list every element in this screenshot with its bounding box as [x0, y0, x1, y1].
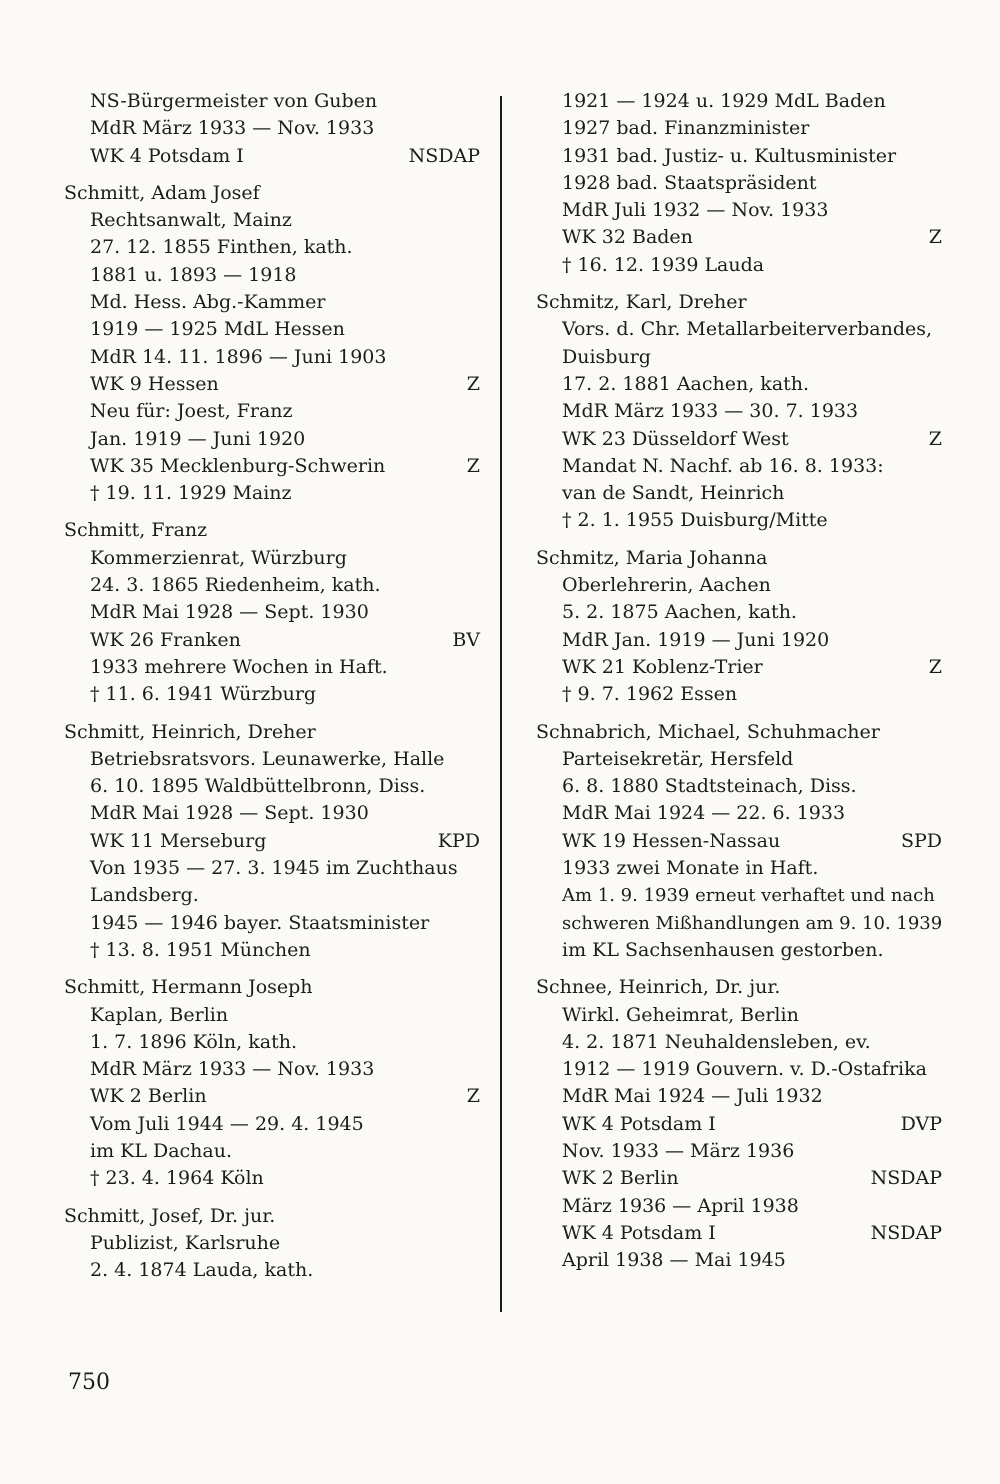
entry-gap [536, 279, 942, 289]
party-label: Z [466, 454, 480, 477]
entry-text-line [64, 453, 480, 480]
line-text: Duisburg [562, 345, 651, 368]
line-text: WK 2 Berlin [90, 1085, 207, 1108]
entry-text-line [64, 88, 480, 115]
entry-text-line [536, 882, 942, 909]
line-text: WK 23 Düsseldorf West [562, 427, 789, 450]
entry-text-line [536, 1165, 942, 1192]
entry-gap [536, 535, 942, 545]
line-text: WK 4 Potsdam I [90, 144, 244, 167]
line-text: Wirkl. Geheimrat, Berlin [562, 1003, 799, 1026]
entry-heading-line [64, 974, 480, 1001]
entry-text-line [64, 1138, 480, 1165]
entry-text-line [64, 545, 480, 572]
line-text: Schmitt, Heinrich, Dreher [64, 720, 316, 743]
party-label: Z [466, 372, 480, 395]
entry-text-line [64, 627, 480, 654]
entry-text-line [536, 115, 942, 142]
line-text: Schmitt, Adam Josef [64, 181, 260, 204]
line-text: 1912 — 1919 Gouvern. v. D.-Ostafrika [562, 1058, 927, 1081]
right-column [536, 88, 942, 1274]
line-text: Landsberg. [90, 884, 199, 907]
line-text: Schmitt, Franz [64, 519, 208, 542]
entry-gap [536, 709, 942, 719]
line-text: MdR März 1933 — 30. 7. 1933 [562, 400, 859, 423]
line-text: schweren Mißhandlungen am 9. 10. 1939 [562, 912, 943, 934]
biography-entry [64, 180, 480, 508]
line-text: † 16. 12. 1939 Lauda [562, 253, 765, 276]
entry-text-line [64, 234, 480, 261]
entry-text-line [536, 426, 942, 453]
entry-text-line [64, 289, 480, 316]
column-divider [500, 96, 502, 1312]
entry-text-line [536, 316, 942, 343]
line-text: Kommerzienrat, Würzburg [90, 546, 347, 569]
line-text: MdR Jan. 1919 — Juni 1920 [562, 628, 830, 651]
entry-text-line [64, 746, 480, 773]
biography-entry [64, 88, 480, 170]
line-text: März 1936 — April 1938 [562, 1194, 799, 1217]
entry-text-line [536, 1056, 942, 1083]
line-text: MdR 14. 11. 1896 — Juni 1903 [90, 345, 387, 368]
entry-text-line [536, 572, 942, 599]
entry-text-line [64, 1083, 480, 1110]
biography-entry [536, 88, 942, 279]
line-text: Neu für: Joest, Franz [90, 400, 293, 423]
entry-gap [64, 964, 480, 974]
line-text: WK 2 Berlin [562, 1167, 679, 1190]
line-text: Vom Juli 1944 — 29. 4. 1945 [90, 1112, 364, 1135]
entry-text-line [536, 398, 942, 425]
line-text: 17. 2. 1881 Aachen, kath. [562, 372, 810, 395]
line-text: † 19. 11. 1929 Mainz [90, 482, 292, 505]
party-label: Z [928, 655, 942, 678]
line-text: MdR März 1933 — Nov. 1933 [90, 1058, 375, 1081]
entry-text-line [536, 1247, 942, 1274]
entry-text-line [536, 344, 942, 371]
line-text: 1928 bad. Staatspräsident [562, 171, 817, 194]
entry-text-line [64, 855, 480, 882]
line-text: WK 4 Potsdam I [562, 1221, 716, 1244]
entry-gap [64, 1193, 480, 1203]
entry-text-line [536, 480, 942, 507]
entry-text-line [64, 572, 480, 599]
line-text: WK 19 Hessen-Nassau [562, 829, 781, 852]
entry-text-line [64, 1230, 480, 1257]
entry-text-line [64, 262, 480, 289]
entry-heading-line [536, 719, 942, 746]
biography-entry [64, 1203, 480, 1285]
entry-text-line [64, 371, 480, 398]
line-text: Parteisekretär, Hersfeld [562, 747, 794, 770]
line-text: Am 1. 9. 1939 erneut verhaftet und nach [562, 885, 935, 907]
line-text: Schmitt, Hermann Joseph [64, 976, 313, 999]
line-text: MdR Mai 1924 — 22. 6. 1933 [562, 802, 846, 825]
party-label: DVP [900, 1112, 942, 1135]
entry-text-line [64, 480, 480, 507]
line-text: Vors. d. Chr. Metallarbeiterverbandes, [562, 318, 933, 341]
entry-text-line [536, 654, 942, 681]
line-text: MdR Mai 1928 — Sept. 1930 [90, 601, 369, 624]
entry-text-line [64, 1165, 480, 1192]
entry-text-line [536, 371, 942, 398]
entry-text-line [64, 1111, 480, 1138]
party-label: Z [928, 427, 942, 450]
line-text: Von 1935 — 27. 3. 1945 im Zuchthaus [90, 857, 458, 880]
party-label: NSDAP [870, 1167, 942, 1190]
line-text: 1927 bad. Finanzminister [562, 117, 810, 140]
entry-text-line [536, 224, 942, 251]
line-text: MdR März 1933 — Nov. 1933 [90, 117, 375, 140]
line-text: 1921 — 1924 u. 1929 MdL Baden [562, 90, 886, 112]
entry-text-line [536, 507, 942, 534]
entry-text-line [536, 599, 942, 626]
line-text: WK 32 Baden [562, 226, 693, 249]
page-number: 750 [68, 1370, 110, 1395]
line-text: Kaplan, Berlin [90, 1003, 229, 1026]
line-text: NS-Bürgermeister von Guben [90, 90, 378, 112]
line-text: im KL Dachau. [90, 1139, 233, 1162]
line-text: WK 26 Franken [90, 628, 241, 651]
line-text: Schmitz, Karl, Dreher [536, 291, 747, 314]
line-text: Md. Hess. Abg.-Kammer [90, 291, 326, 314]
line-text: 27. 12. 1855 Finthen, kath. [90, 236, 353, 259]
biography-entry [64, 974, 480, 1192]
entry-text-line [536, 170, 942, 197]
line-text: WK 9 Hessen [90, 372, 219, 395]
party-label: BV [452, 628, 480, 651]
entry-text-line [536, 1220, 942, 1247]
entry-text-line [536, 937, 942, 964]
entry-text-line [64, 1257, 480, 1284]
entry-heading-line [536, 289, 942, 316]
entry-gap [536, 964, 942, 974]
line-text: 5. 2. 1875 Aachen, kath. [562, 601, 797, 624]
line-text: im KL Sachsenhausen gestorben. [562, 938, 884, 961]
entry-text-line [536, 453, 942, 480]
entry-text-line [536, 1111, 942, 1138]
line-text: 1931 bad. Justiz- u. Kultusminister [562, 144, 897, 167]
biography-entry [536, 719, 942, 965]
entry-text-line [536, 681, 942, 708]
entry-text-line [64, 681, 480, 708]
entry-text-line [64, 882, 480, 909]
entry-text-line [536, 143, 942, 170]
line-text: 1. 7. 1896 Köln, kath. [90, 1030, 297, 1053]
party-label: NSDAP [870, 1221, 942, 1244]
entry-text-line [64, 207, 480, 234]
entry-text-line [64, 828, 480, 855]
entry-text-line [536, 910, 942, 937]
line-text: † 13. 8. 1951 München [90, 938, 311, 961]
line-text: Schmitz, Maria Johanna [536, 546, 768, 569]
line-text: Rechtsanwalt, Mainz [90, 209, 292, 232]
line-text: † 11. 6. 1941 Würzburg [90, 683, 317, 706]
biography-entry [536, 289, 942, 535]
entry-heading-line [536, 545, 942, 572]
entry-text-line [536, 1083, 942, 1110]
line-text: 4. 2. 1871 Neuhaldensleben, ev. [562, 1030, 871, 1053]
entry-text-line [64, 398, 480, 425]
line-text: WK 35 Mecklenburg-Schwerin [90, 454, 386, 477]
entry-gap [64, 507, 480, 517]
entry-text-line [64, 316, 480, 343]
biography-entry [64, 719, 480, 965]
entry-text-line [64, 115, 480, 142]
entry-text-line [64, 426, 480, 453]
entry-text-line [64, 937, 480, 964]
entry-text-line [536, 252, 942, 279]
party-label: KPD [437, 829, 480, 852]
line-text: Betriebsratsvors. Leunawerke, Halle [90, 747, 445, 770]
entry-heading-line [64, 1203, 480, 1230]
line-text: 1933 mehrere Wochen in Haft. [90, 655, 388, 678]
biography-entry [536, 974, 942, 1274]
entry-gap [64, 709, 480, 719]
line-text: van de Sandt, Heinrich [562, 482, 785, 505]
line-text: † 9. 7. 1962 Essen [562, 683, 738, 706]
line-text: MdR Juli 1932 — Nov. 1933 [562, 199, 829, 222]
entry-text-line [536, 627, 942, 654]
entry-text-line [536, 800, 942, 827]
party-label: SPD [900, 829, 942, 852]
line-text: Jan. 1919 — Juni 1920 [90, 427, 306, 450]
party-label: NSDAP [408, 144, 480, 167]
entry-text-line [536, 1138, 942, 1165]
line-text: April 1938 — Mai 1945 [562, 1249, 786, 1272]
entry-heading-line [536, 974, 942, 1001]
left-column [64, 88, 480, 1284]
line-text: 24. 3. 1865 Riedenheim, kath. [90, 574, 381, 597]
line-text: Schnee, Heinrich, Dr. jur. [536, 976, 781, 999]
line-text: 6. 8. 1880 Stadtsteinach, Diss. [562, 775, 857, 798]
entry-text-line [536, 746, 942, 773]
entry-text-line [536, 197, 942, 224]
biography-entry [64, 517, 480, 708]
entry-text-line [64, 143, 480, 170]
entry-text-line [536, 1193, 942, 1220]
entry-text-line [64, 1056, 480, 1083]
entry-text-line [536, 1002, 942, 1029]
entry-text-line [64, 654, 480, 681]
line-text: 1919 — 1925 MdL Hessen [90, 318, 345, 341]
entry-heading-line [64, 180, 480, 207]
entry-text-line [536, 1029, 942, 1056]
line-text: Schnabrich, Michael, Schuhmacher [536, 720, 880, 743]
line-text: Oberlehrerin, Aachen [562, 574, 771, 597]
entry-text-line [536, 855, 942, 882]
line-text: 6. 10. 1895 Waldbüttelbronn, Diss. [90, 775, 426, 798]
line-text: MdR Mai 1928 — Sept. 1930 [90, 802, 369, 825]
entry-text-line [536, 773, 942, 800]
entry-text-line [64, 800, 480, 827]
entry-text-line [64, 910, 480, 937]
entry-text-line [64, 773, 480, 800]
line-text: Publizist, Karlsruhe [90, 1231, 281, 1254]
line-text: WK 4 Potsdam I [562, 1112, 716, 1135]
line-text: MdR Mai 1924 — Juli 1932 [562, 1085, 823, 1108]
line-text: † 2. 1. 1955 Duisburg/Mitte [562, 509, 828, 532]
party-label: Z [928, 226, 942, 249]
entry-text-line [64, 599, 480, 626]
entry-text-line [536, 88, 942, 115]
entry-gap [64, 170, 480, 180]
line-text: 1933 zwei Monate in Haft. [562, 857, 819, 880]
party-label: Z [466, 1085, 480, 1108]
entry-text-line [64, 344, 480, 371]
line-text: Schmitt, Josef, Dr. jur. [64, 1204, 276, 1227]
line-text: Mandat N. Nachf. ab 16. 8. 1933: [562, 454, 884, 477]
line-text: 1945 — 1946 bayer. Staatsminister [90, 911, 430, 934]
line-text: WK 21 Koblenz-Trier [562, 655, 763, 678]
line-text: WK 11 Merseburg [90, 829, 267, 852]
line-text: † 23. 4. 1964 Köln [90, 1167, 264, 1190]
entry-heading-line [64, 719, 480, 746]
entry-text-line [64, 1002, 480, 1029]
line-text: 1881 u. 1893 — 1918 [90, 263, 297, 286]
line-text: 2. 4. 1874 Lauda, kath. [90, 1259, 314, 1282]
entry-text-line [64, 1029, 480, 1056]
entry-text-line [536, 828, 942, 855]
entry-heading-line [64, 517, 480, 544]
line-text: Nov. 1933 — März 1936 [562, 1139, 795, 1162]
biography-entry [536, 545, 942, 709]
